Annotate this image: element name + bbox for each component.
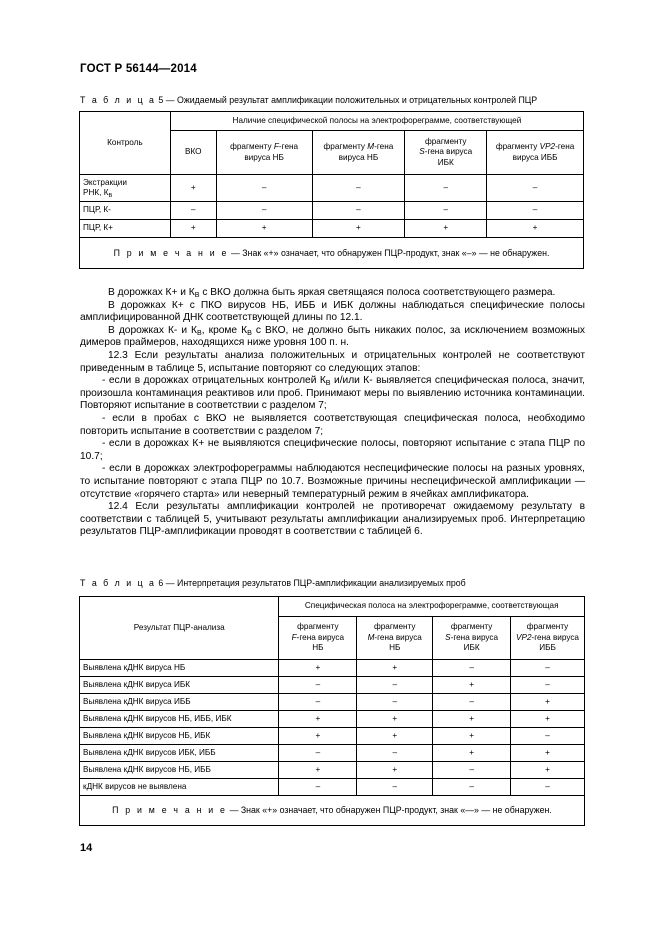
table5-row-label: ПЦР, К- (80, 202, 171, 220)
table5-col-s: фрагменту S-гена вируса ИБК (405, 131, 487, 175)
table-cell: – (433, 660, 511, 677)
paragraph: - если в дорожках электрофореграммы наблюдаются неспецифические полосы на разных уровнях, то испытание повторяют с этапа ПЦР по 10.7. Возможные причины неспецифической амплификации — отсутствие «горячего старта» или неверный температурный режим в ячейках амплификатора. (80, 463, 585, 500)
table6-row-label: Выявлена кДНК вирусов ИБК, ИББ (80, 745, 279, 762)
table-cell: + (405, 220, 487, 238)
table-row (80, 728, 585, 745)
paragraph: В дорожках К- и $К_В$, кроме $К_В$ с ВКО, не должно быть никаких полос, за исключением возможных димеров праймеров, находящихся ниже уровня 100 п. н. (80, 324, 585, 349)
table-cell: – (312, 202, 405, 220)
table-row (80, 175, 584, 202)
table-row (80, 660, 585, 677)
table6-row-label: Выявлена кДНК вирусов НБ, ИББ, ИБК (80, 711, 279, 728)
table-cell: + (170, 175, 216, 202)
table-cell: – (433, 694, 511, 711)
table-row (80, 694, 585, 711)
table-cell: – (312, 175, 405, 202)
table-cell: – (279, 745, 357, 762)
paragraph: 12.4 Если результаты амплификации контролей не противоречат ожидаемому результату в соответствии с таблицей 5, учитывают результаты амплификации анализируемых проб. Интерпретацию результатов ПЦР-амплификации проводят в соответствии с таблицей 6. (80, 501, 585, 538)
table6-caption-text: — Интерпретация результатов ПЦР-амплификации анализируемых проб (165, 578, 466, 588)
table-cell: – (357, 779, 433, 796)
table-cell: + (216, 220, 312, 238)
table-cell: + (511, 694, 585, 711)
table-cell: – (279, 694, 357, 711)
table-cell: + (487, 220, 584, 238)
table5-col-vp2: фрагменту VP2-гена вируса ИББ (487, 131, 584, 175)
table-cell: – (279, 779, 357, 796)
table5-caption-text: — Ожидаемый результат амплификации положительных и отрицательных контролей ПЦР (165, 95, 538, 105)
table-cell: – (405, 202, 487, 220)
paragraph: В дорожках К+ с ПКО вирусов НБ, ИББ и ИБК должны наблюдаться специфические полосы амплифицированной ДНК соответствующей длины по 12.1. (80, 299, 585, 324)
table6-col-f: фрагменту F-гена вируса НБ (279, 617, 357, 660)
document-header: ГОСТ Р 56144—2014 (80, 63, 197, 75)
table-cell: – (357, 694, 433, 711)
table6-col-s: фрагменту S-гена вируса ИБК (433, 617, 511, 660)
table6-row-label: Выявлена кДНК вирусов НБ, ИБК (80, 728, 279, 745)
table-cell: – (487, 202, 584, 220)
table6-row-label: Выявлена кДНК вирусов НБ, ИББ (80, 762, 279, 779)
table5-col-f: фрагменту F-гена вируса НБ (216, 131, 312, 175)
table-cell: – (511, 660, 585, 677)
paragraph: В дорожках К+ и $К_В$ с ВКО должна быть яркая светящаяся полоса соответствующего размера. (108, 287, 556, 299)
table5-col-vko: ВКО (170, 131, 216, 175)
table6-caption-label: Т а б л и ц а (80, 578, 156, 588)
table-row (80, 677, 585, 694)
table6-col-m: фрагменту M-гена вируса НБ (357, 617, 433, 660)
table-row (80, 745, 585, 762)
table-cell: – (216, 202, 312, 220)
table-cell: + (357, 728, 433, 745)
paragraph: 12.3 Если результаты анализа положительных и отрицательных контролей не соответствуют приведенным в таблице 5, испытание повторяют со следующих этапов: (80, 349, 585, 374)
table-cell: + (312, 220, 405, 238)
table6-row-label: кДНК вирусов не выявлена (80, 779, 279, 796)
table6-group-header: Специфическая полоса на электрофореграмме, соответствующая (279, 597, 585, 617)
table-cell: – (433, 762, 511, 779)
table-cell: + (511, 745, 585, 762)
table5-row-label: Экстракции РНК, $К_В$ (80, 175, 171, 202)
table6-row-label: Выявлена кДНК вируса ИБК (80, 677, 279, 694)
table-cell: – (511, 728, 585, 745)
table-cell: + (433, 745, 511, 762)
table-cell: + (433, 728, 511, 745)
table6 (79, 596, 585, 826)
table6-note: П р и м е ч а н и е — Знак «+» означает, что обнаружен ПЦР-продукт, знак «—» — не обнаружен. (80, 796, 585, 826)
table5-row-label: ПЦР, К+ (80, 220, 171, 238)
table-cell: – (487, 175, 584, 202)
table-row (80, 779, 585, 796)
table5-col-m: фрагменту M-гена вируса НБ (312, 131, 405, 175)
table-row (80, 711, 585, 728)
table-cell: – (433, 779, 511, 796)
table-cell: – (216, 175, 312, 202)
table5 (79, 111, 584, 269)
paragraph: - если в дорожках отрицательных контролей $К_В$ и/или К- выявляется специфическая полоса, значит, произошла контаминация реактивов или проб. Принимают меры по выявлению источника контаминации. Повторяют испытание в соответствии с разделом 7; (80, 375, 585, 412)
table6-col-result: Результат ПЦР-анализа (80, 597, 279, 660)
table6-row-label: Выявлена кДНК вируса ИББ (80, 694, 279, 711)
table5-col-control: Контроль (80, 112, 171, 175)
table-cell: – (511, 677, 585, 694)
table-cell: + (511, 711, 585, 728)
paragraph: - если в пробах с ВКО не выявляется соответствующая специфическая полоса, необходимо повторить испытание в соответствии с разделом 7; (80, 412, 585, 437)
table6-col-vp2: фрагменту VP2-гена вируса ИББ (511, 617, 585, 660)
page-number: 14 (80, 842, 93, 854)
table-row (80, 220, 584, 238)
body-text (80, 287, 585, 539)
table-cell: + (511, 762, 585, 779)
table-cell: – (279, 677, 357, 694)
table6-row-label: Выявлена кДНК вируса НБ (80, 660, 279, 677)
table-cell: + (357, 762, 433, 779)
table5-caption (80, 95, 537, 105)
table-cell: + (170, 220, 216, 238)
table-row (80, 202, 584, 220)
table-cell: – (405, 175, 487, 202)
table-cell: + (279, 711, 357, 728)
table-cell: – (357, 677, 433, 694)
table-cell: + (279, 660, 357, 677)
table-cell: + (279, 728, 357, 745)
table-cell: + (433, 711, 511, 728)
paragraph: - если в дорожках К+ не выявляются специфические полосы, повторяют испытание с этапа ПЦР по 10.7; (80, 438, 585, 462)
table-cell: – (511, 779, 585, 796)
table-cell: + (279, 762, 357, 779)
table-cell: – (357, 745, 433, 762)
table5-caption-num: 5 (158, 95, 164, 105)
table5-group-header: Наличие специфической полосы на электрофореграмме, соответствующей (170, 112, 583, 131)
table6-caption-num: 6 (158, 578, 164, 588)
table-cell: + (433, 677, 511, 694)
table-cell: + (357, 711, 433, 728)
table5-caption-label: Т а б л и ц а (80, 95, 156, 105)
table-cell: – (170, 202, 216, 220)
table-cell: + (357, 660, 433, 677)
table-row (80, 762, 585, 779)
table6-caption (80, 578, 466, 588)
table5-note: П р и м е ч а н и е — Знак «+» означает, что обнаружен ПЦР-продукт, знак «–» — не обнаружен. (80, 238, 584, 269)
